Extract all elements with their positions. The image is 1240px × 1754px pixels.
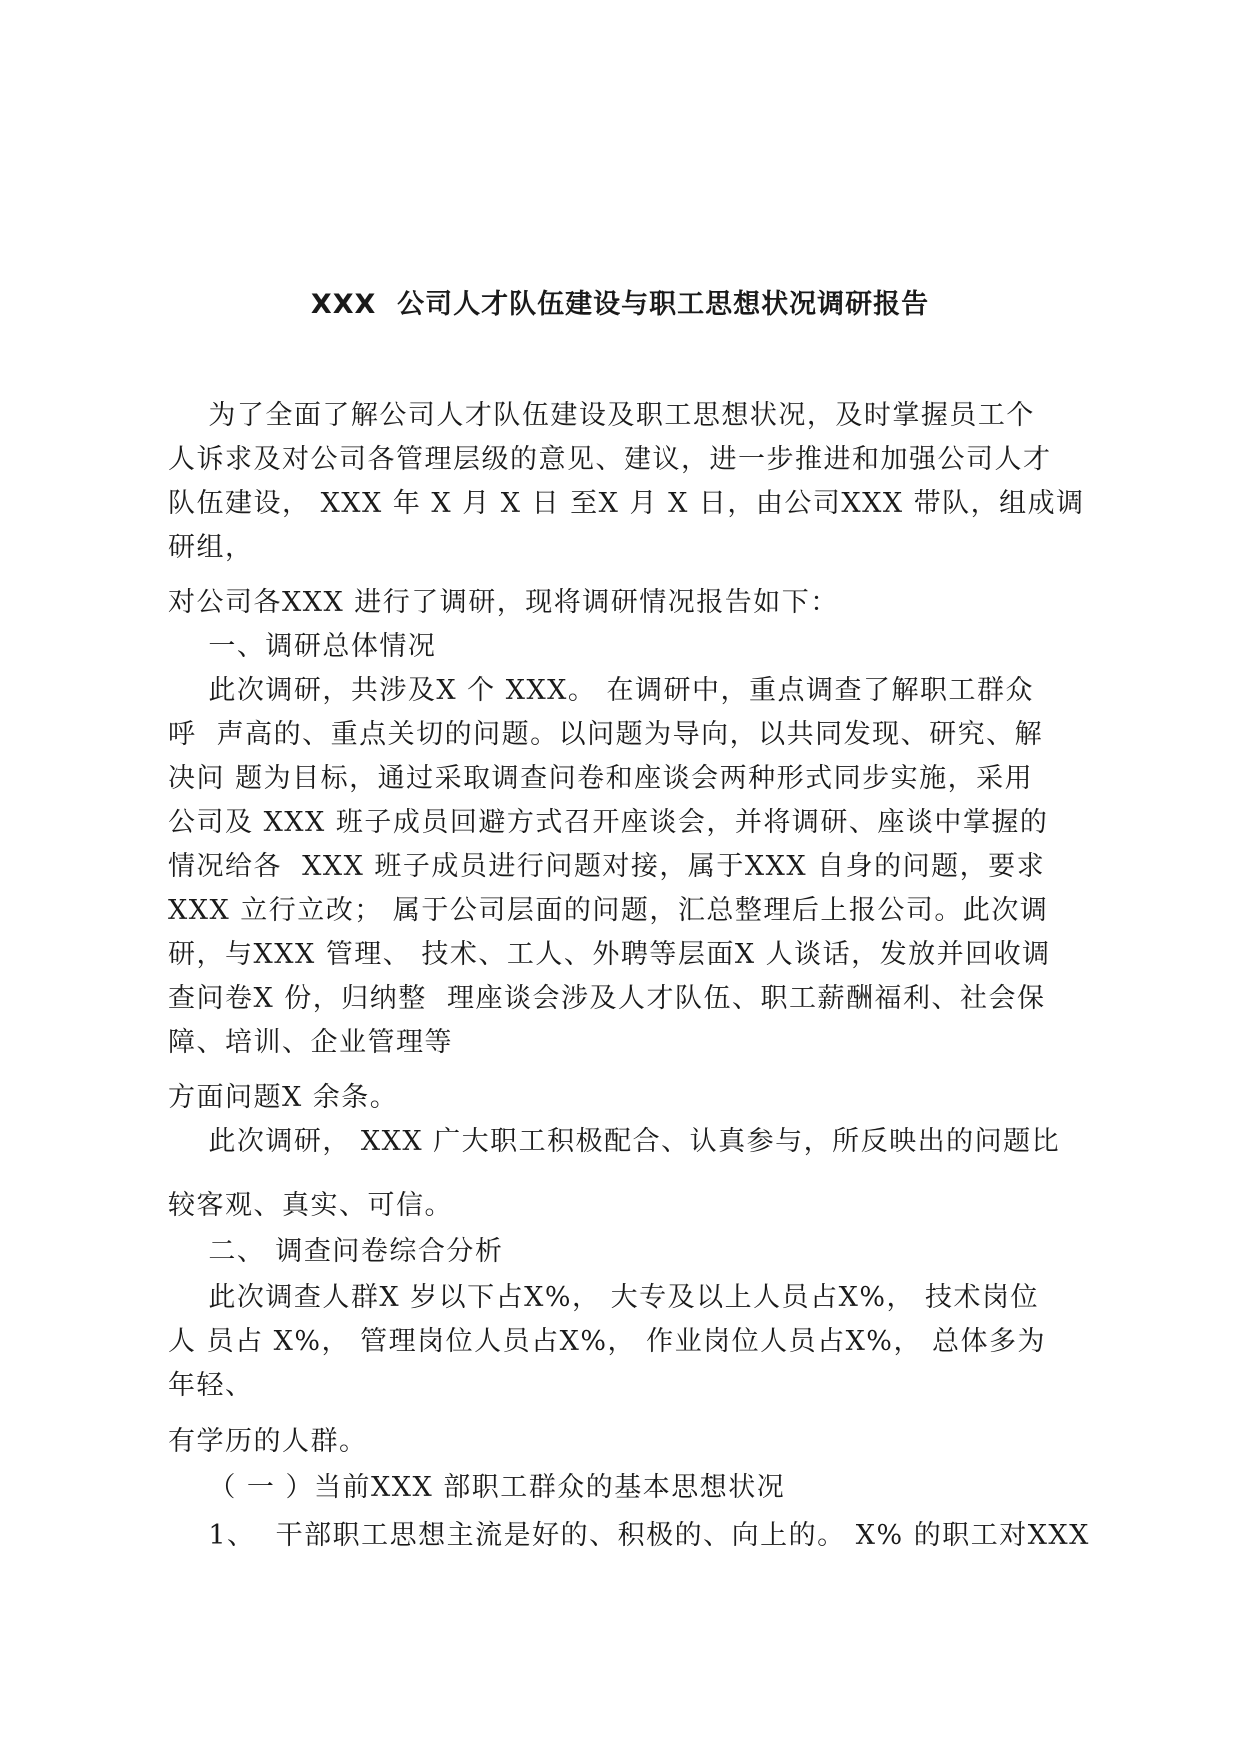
paragraph-line: 此次调研，共涉及X 个 XXX。 在调研中，重点调查了解职工群众 [168, 675, 1034, 706]
paragraph-line: 此次调查人群X 岁以下占X%， 大专及以上人员占X%， 技术岗位 [168, 1282, 1040, 1313]
paragraph-line: 人 员占 X%， 管理岗位人员占X%， 作业岗位人员占X%， 总体多为 [168, 1326, 1047, 1357]
paragraph-line: 障、培训、企业管理等 [168, 1027, 453, 1058]
paragraph-line: 队伍建设， XXX 年 X 月 X 日 至X 月 X 日，由公司XXX 带队，组成调 [168, 488, 1085, 519]
paragraph-line: 呼 声高的、重点关切的问题。以问题为导向，以共同发现、研究、解 [168, 719, 1044, 750]
paragraph-line: 为了全面了解公司人才队伍建设及职工思想状况，及时掌握员工个 [168, 400, 1035, 431]
paragraph-line: 1、 干部职工思想主流是好的、积极的、向上的。 X% 的职工对XXX [168, 1520, 1090, 1551]
paragraph-line: XXX 立行立改； 属于公司层面的问题，汇总整理后上报公司。此次调 [168, 895, 1049, 926]
paragraph-line: 方面问题X 余条。 [168, 1082, 399, 1113]
paragraph-line: 有学历的人群。 [168, 1426, 368, 1457]
paragraph-line: 此次调研， XXX 广大职工积极配合、认真参与，所反映出的问题比 [168, 1126, 1061, 1157]
paragraph-line: 对公司各XXX 进行了调研，现将调研情况报告如下： [168, 587, 839, 618]
paragraph-line: 研组， [168, 532, 254, 563]
subsection-heading: （ 一 ）当前XXX 部职工群众的基本思想状况 [168, 1472, 786, 1503]
document-title: XXX 公司人才队伍建设与职工思想状况调研报告 [310, 289, 930, 320]
paragraph-line: 情况给各 XXX 班子成员进行问题对接，属于XXX 自身的问题，要求 [168, 851, 1046, 882]
paragraph-line: 决问 题为目标，通过采取调查问卷和座谈会两种形式同步实施，采用 [168, 763, 1034, 794]
paragraph-line: 人诉求及对公司各管理层级的意见、建议，进一步推进和加强公司人才 [168, 444, 1052, 475]
paragraph-line: 年轻、 [168, 1370, 254, 1401]
paragraph-line: 研，与XXX 管理、 技术、工人、外聘等层面X 人谈话，发放并回收调 [168, 939, 1051, 970]
paragraph-line: 查问卷X 份，归纳整 理座谈会涉及人才队伍、职工薪酬福利、社会保 [168, 983, 1046, 1014]
section-heading: 一、调研总体情况 [168, 631, 437, 662]
section-heading: 二、 调查问卷综合分析 [168, 1236, 504, 1267]
paragraph-line: 公司及 XXX 班子成员回避方式召开座谈会，并将调研、座谈中掌握的 [168, 807, 1049, 838]
paragraph-line: 较客观、真实、可信。 [168, 1190, 453, 1221]
